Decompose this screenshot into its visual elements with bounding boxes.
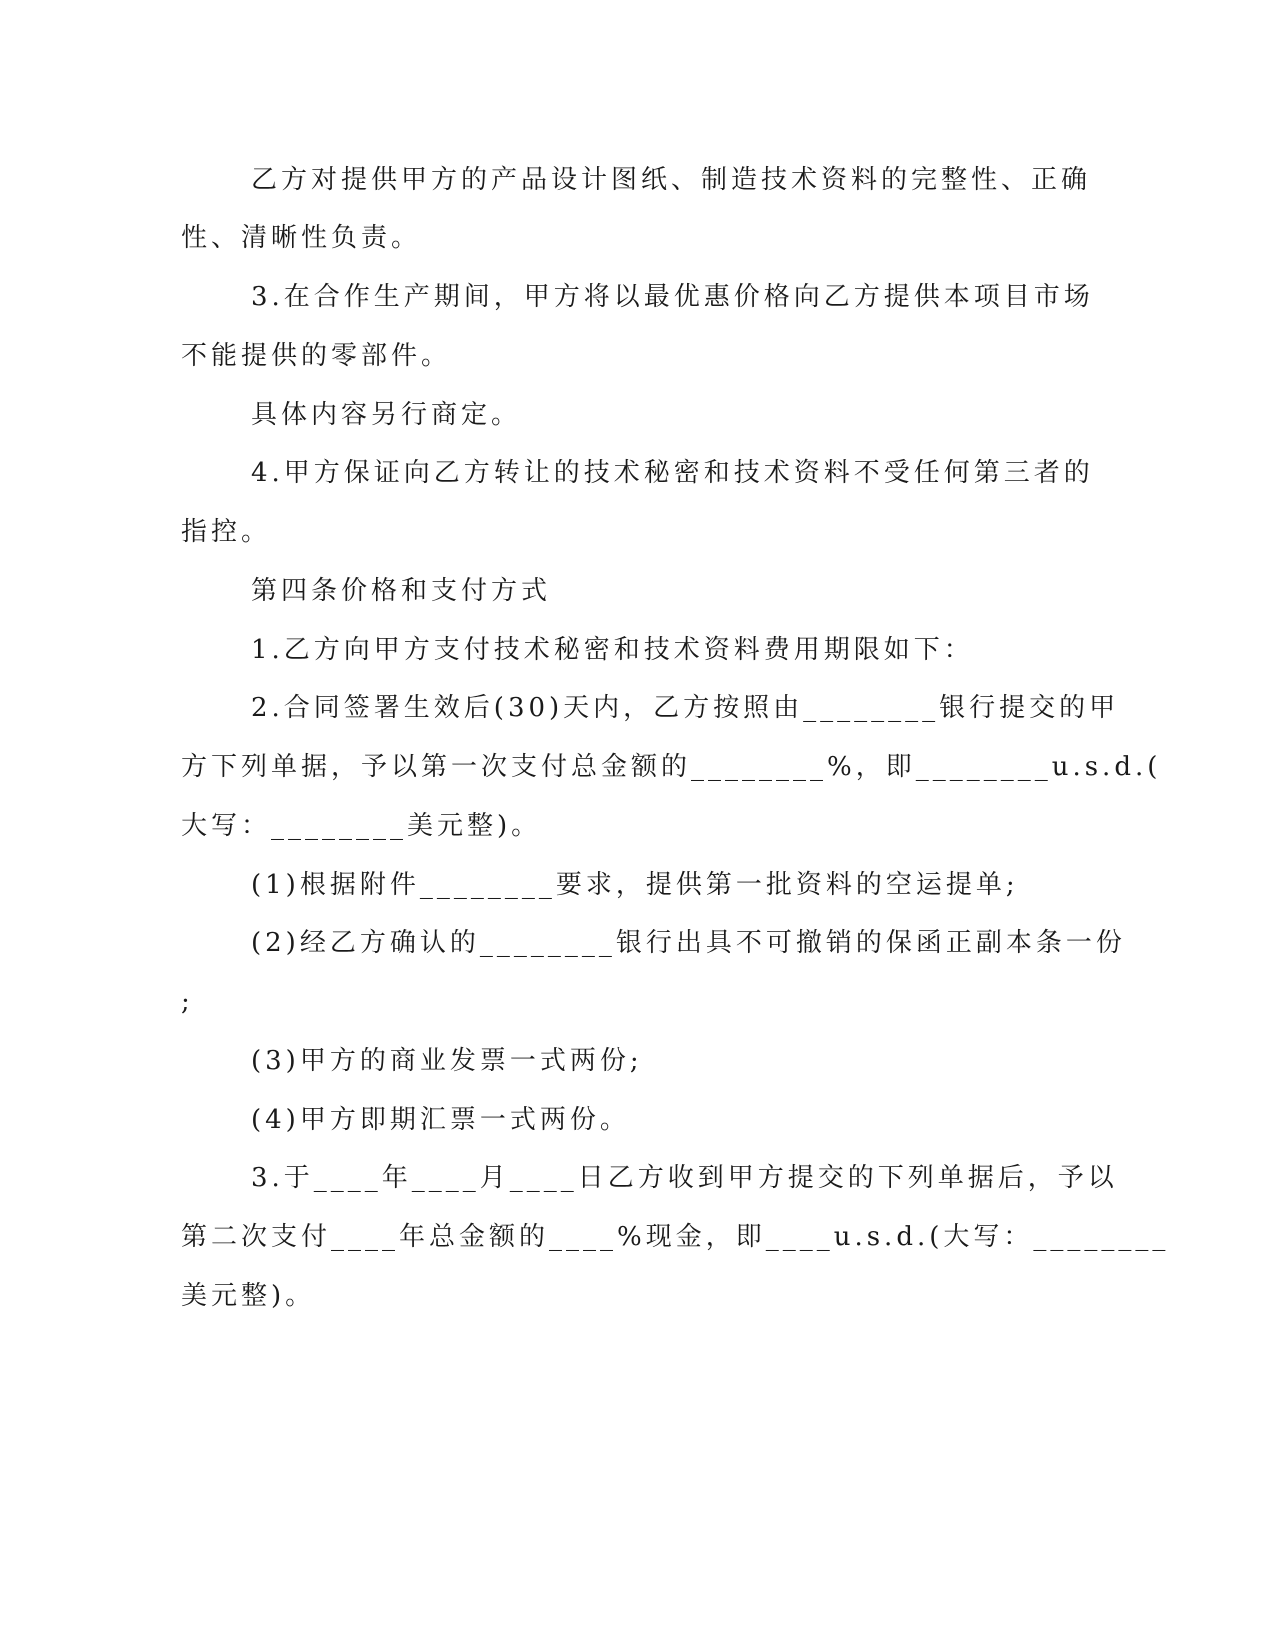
paragraph-line: 乙方对提供甲方的产品设计图纸、制造技术资料的完整性、正确 <box>251 165 1092 195</box>
paragraph-line: (2)经乙方确认的________银行出具不可撤销的保函正副本条一份 <box>251 928 1126 958</box>
paragraph-line: 性、清晰性负责。 <box>181 223 422 253</box>
paragraph-line: ; <box>181 987 194 1017</box>
paragraph-line: (4)甲方即期汇票一式两份。 <box>251 1105 630 1135</box>
paragraph-line: 2.合同签署生效后(30)天内，乙方按照由________银行提交的甲 <box>251 693 1120 723</box>
paragraph-line: 4.甲方保证向乙方转让的技术秘密和技术资料不受任何第三者的 <box>251 458 1094 488</box>
paragraph-line: 1.乙方向甲方支付技术秘密和技术资料费用期限如下： <box>251 635 974 665</box>
paragraph-line: 第二次支付____年总金额的____%现金，即____u.s.d.(大写：________ <box>181 1222 1170 1252</box>
paragraph-line: 具体内容另行商定。 <box>251 400 522 430</box>
paragraph-line: (3)甲方的商业发票一式两份; <box>251 1046 643 1076</box>
paragraph-line: 美元整)。 <box>181 1281 316 1311</box>
paragraph-line: 3.在合作生产期间，甲方将以最优惠价格向乙方提供本项目市场 <box>251 282 1094 312</box>
paragraph-line: 不能提供的零部件。 <box>181 341 452 371</box>
paragraph-line: 3.于____年____月____日乙方收到甲方提交的下列单据后，予以 <box>251 1163 1118 1193</box>
paragraph-line: 大写：________美元整)。 <box>181 811 542 841</box>
paragraph-line: (1)根据附件________要求，提供第一批资料的空运提单; <box>251 870 1019 900</box>
paragraph-line: 方下列单据，予以第一次支付总金额的________%，即________u.s.d.( <box>181 752 1162 782</box>
section-heading: 第四条价格和支付方式 <box>251 576 552 606</box>
paragraph-line: 指控。 <box>181 517 272 547</box>
